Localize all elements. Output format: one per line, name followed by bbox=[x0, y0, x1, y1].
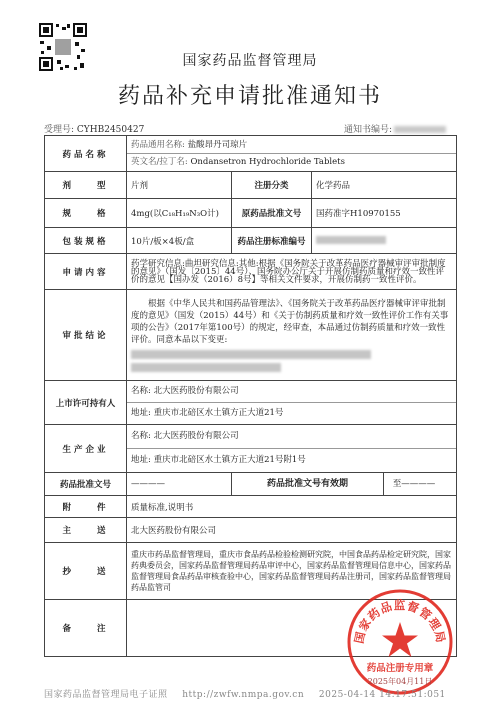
notice-table bbox=[44, 135, 457, 657]
spec-value: 4mg(以C₁₈H₁₉N₃O计) bbox=[127, 199, 232, 228]
dosage-label: 剂 型 bbox=[45, 172, 127, 199]
row-attachment bbox=[45, 496, 457, 518]
package-value: 10片/板×4板/盒 bbox=[127, 228, 232, 254]
official-seal bbox=[346, 588, 454, 696]
reg-class-value: 化学药品 bbox=[312, 172, 457, 199]
row-holder bbox=[45, 381, 457, 425]
row-drug-name bbox=[45, 136, 457, 172]
manufacturer-address: 地址: 重庆市北碚区水土镇方正大道21号附1号 bbox=[127, 448, 456, 472]
manufacturer-name: 名称: 北大医药股份有限公司 bbox=[131, 431, 239, 441]
cc-label: 抄 送 bbox=[45, 543, 127, 600]
redacted-value bbox=[394, 126, 446, 133]
seal-bottom-text: 药品注册专用章 bbox=[366, 663, 434, 674]
validity-value: 至———— bbox=[392, 479, 436, 489]
sendto-label: 主 送 bbox=[45, 518, 127, 543]
row-package bbox=[45, 228, 457, 254]
holder-label: 上市许可持有人 bbox=[45, 381, 127, 425]
notice-number: 通知书编号: bbox=[344, 122, 446, 135]
row-sendto bbox=[45, 518, 457, 543]
approval-doc-label: 药品批准文号 bbox=[45, 473, 127, 496]
reg-class-label: 注册分类 bbox=[232, 172, 312, 199]
row-dosage bbox=[45, 172, 457, 199]
acceptance-number: 受理号: CYHB2450427 bbox=[44, 125, 145, 135]
issuing-agency: 国家药品监督管理局 bbox=[182, 53, 318, 69]
spec-label: 规 格 bbox=[45, 199, 127, 228]
remark-label: 备 注 bbox=[45, 600, 127, 657]
footer bbox=[44, 687, 446, 700]
star-icon bbox=[382, 622, 418, 657]
package-label: 包装规格 bbox=[45, 228, 127, 254]
footer-timestamp: 2025-04-14 14:17:51:051 bbox=[318, 690, 446, 700]
row-spec bbox=[45, 199, 457, 228]
redacted-value bbox=[316, 236, 386, 244]
approval-no-value: 国药准字H10970155 bbox=[312, 199, 457, 228]
generic-name: 药品通用名称: 盐酸昂丹司琼片 bbox=[131, 140, 248, 150]
holder-address: 地址: 重庆市北碚区水土镇方正大道21号 bbox=[127, 402, 456, 424]
approval-no-label: 原药品批准文号 bbox=[232, 199, 312, 228]
conclusion-label: 审批结论 bbox=[45, 290, 127, 381]
manufacturer-label: 生产企业 bbox=[45, 425, 127, 473]
row-validity bbox=[45, 473, 457, 496]
document-title: 药品补充申请批准通知书 bbox=[117, 84, 382, 109]
drug-name-label: 药品名称 bbox=[45, 136, 127, 172]
seal-top-text: 国家药品监督管理局 bbox=[351, 598, 449, 645]
approval-doc-value: ———— bbox=[127, 473, 232, 496]
sendto-value: 北大医药股份有限公司 bbox=[127, 518, 457, 543]
dosage-value: 片剂 bbox=[127, 172, 232, 199]
validity-label: 药品批准文号有效期 bbox=[232, 473, 384, 495]
seal-date: 2025年04月11日 bbox=[367, 677, 433, 686]
reg-standard-label: 药品注册标准编号 bbox=[232, 228, 312, 254]
application-content: 药学研究信息:曲坦研究信息:其他:根据《国务院关于改革药品医疗器械审评审批制度的意见》（国发〔2015〕44号）、国务院办公厅关于开展仿制药质量和疗效一致性评价的意见【国办发（2016）8号】等相关文件要求，开展仿制药一致性评价。 bbox=[127, 254, 457, 290]
row-conclusion bbox=[45, 290, 457, 381]
english-name: 英文名/拉丁名: Ondansetron Hydrochloride Tablets bbox=[127, 153, 456, 170]
conclusion-text: 根据《中华人民共和国药品管理法》、《国务院关于改革药品医疗器械审评审批制度的意见》（国发（2015）44号）和《关于仿制药质量和疗效一致性评价工作有关事项的公告》（2017年第100号）的规定，经审查，本品通过仿制药质量和疗效一致性评价。同意本品以下变更: bbox=[131, 299, 449, 345]
redacted-block bbox=[131, 350, 452, 372]
row-manufacturer bbox=[45, 425, 457, 473]
row-application bbox=[45, 254, 457, 290]
footer-url[interactable]: http://zwfw.nmpa.gov.cn bbox=[182, 690, 305, 700]
holder-name: 名称: 北大医药股份有限公司 bbox=[131, 386, 239, 396]
application-label: 申请内容 bbox=[45, 254, 127, 290]
attachment-label: 附 件 bbox=[45, 496, 127, 518]
footer-source: 国家药品监督管理局电子证照 bbox=[44, 690, 168, 700]
cc-value: 重庆市药品监督管理局，重庆市食品药品检验检测研究院，中国食品药品检定研究院，国家药典委员会，国家药品监督管理局药品审评中心，国家药品监督管理局信息中心，国家药品监督管理局食品药品审核查验中心，国家药品监督管理局药品注册司，国家药品监督管理局药品监管司 bbox=[127, 543, 457, 600]
attachment-value: 质量标准,说明书 bbox=[127, 496, 457, 518]
